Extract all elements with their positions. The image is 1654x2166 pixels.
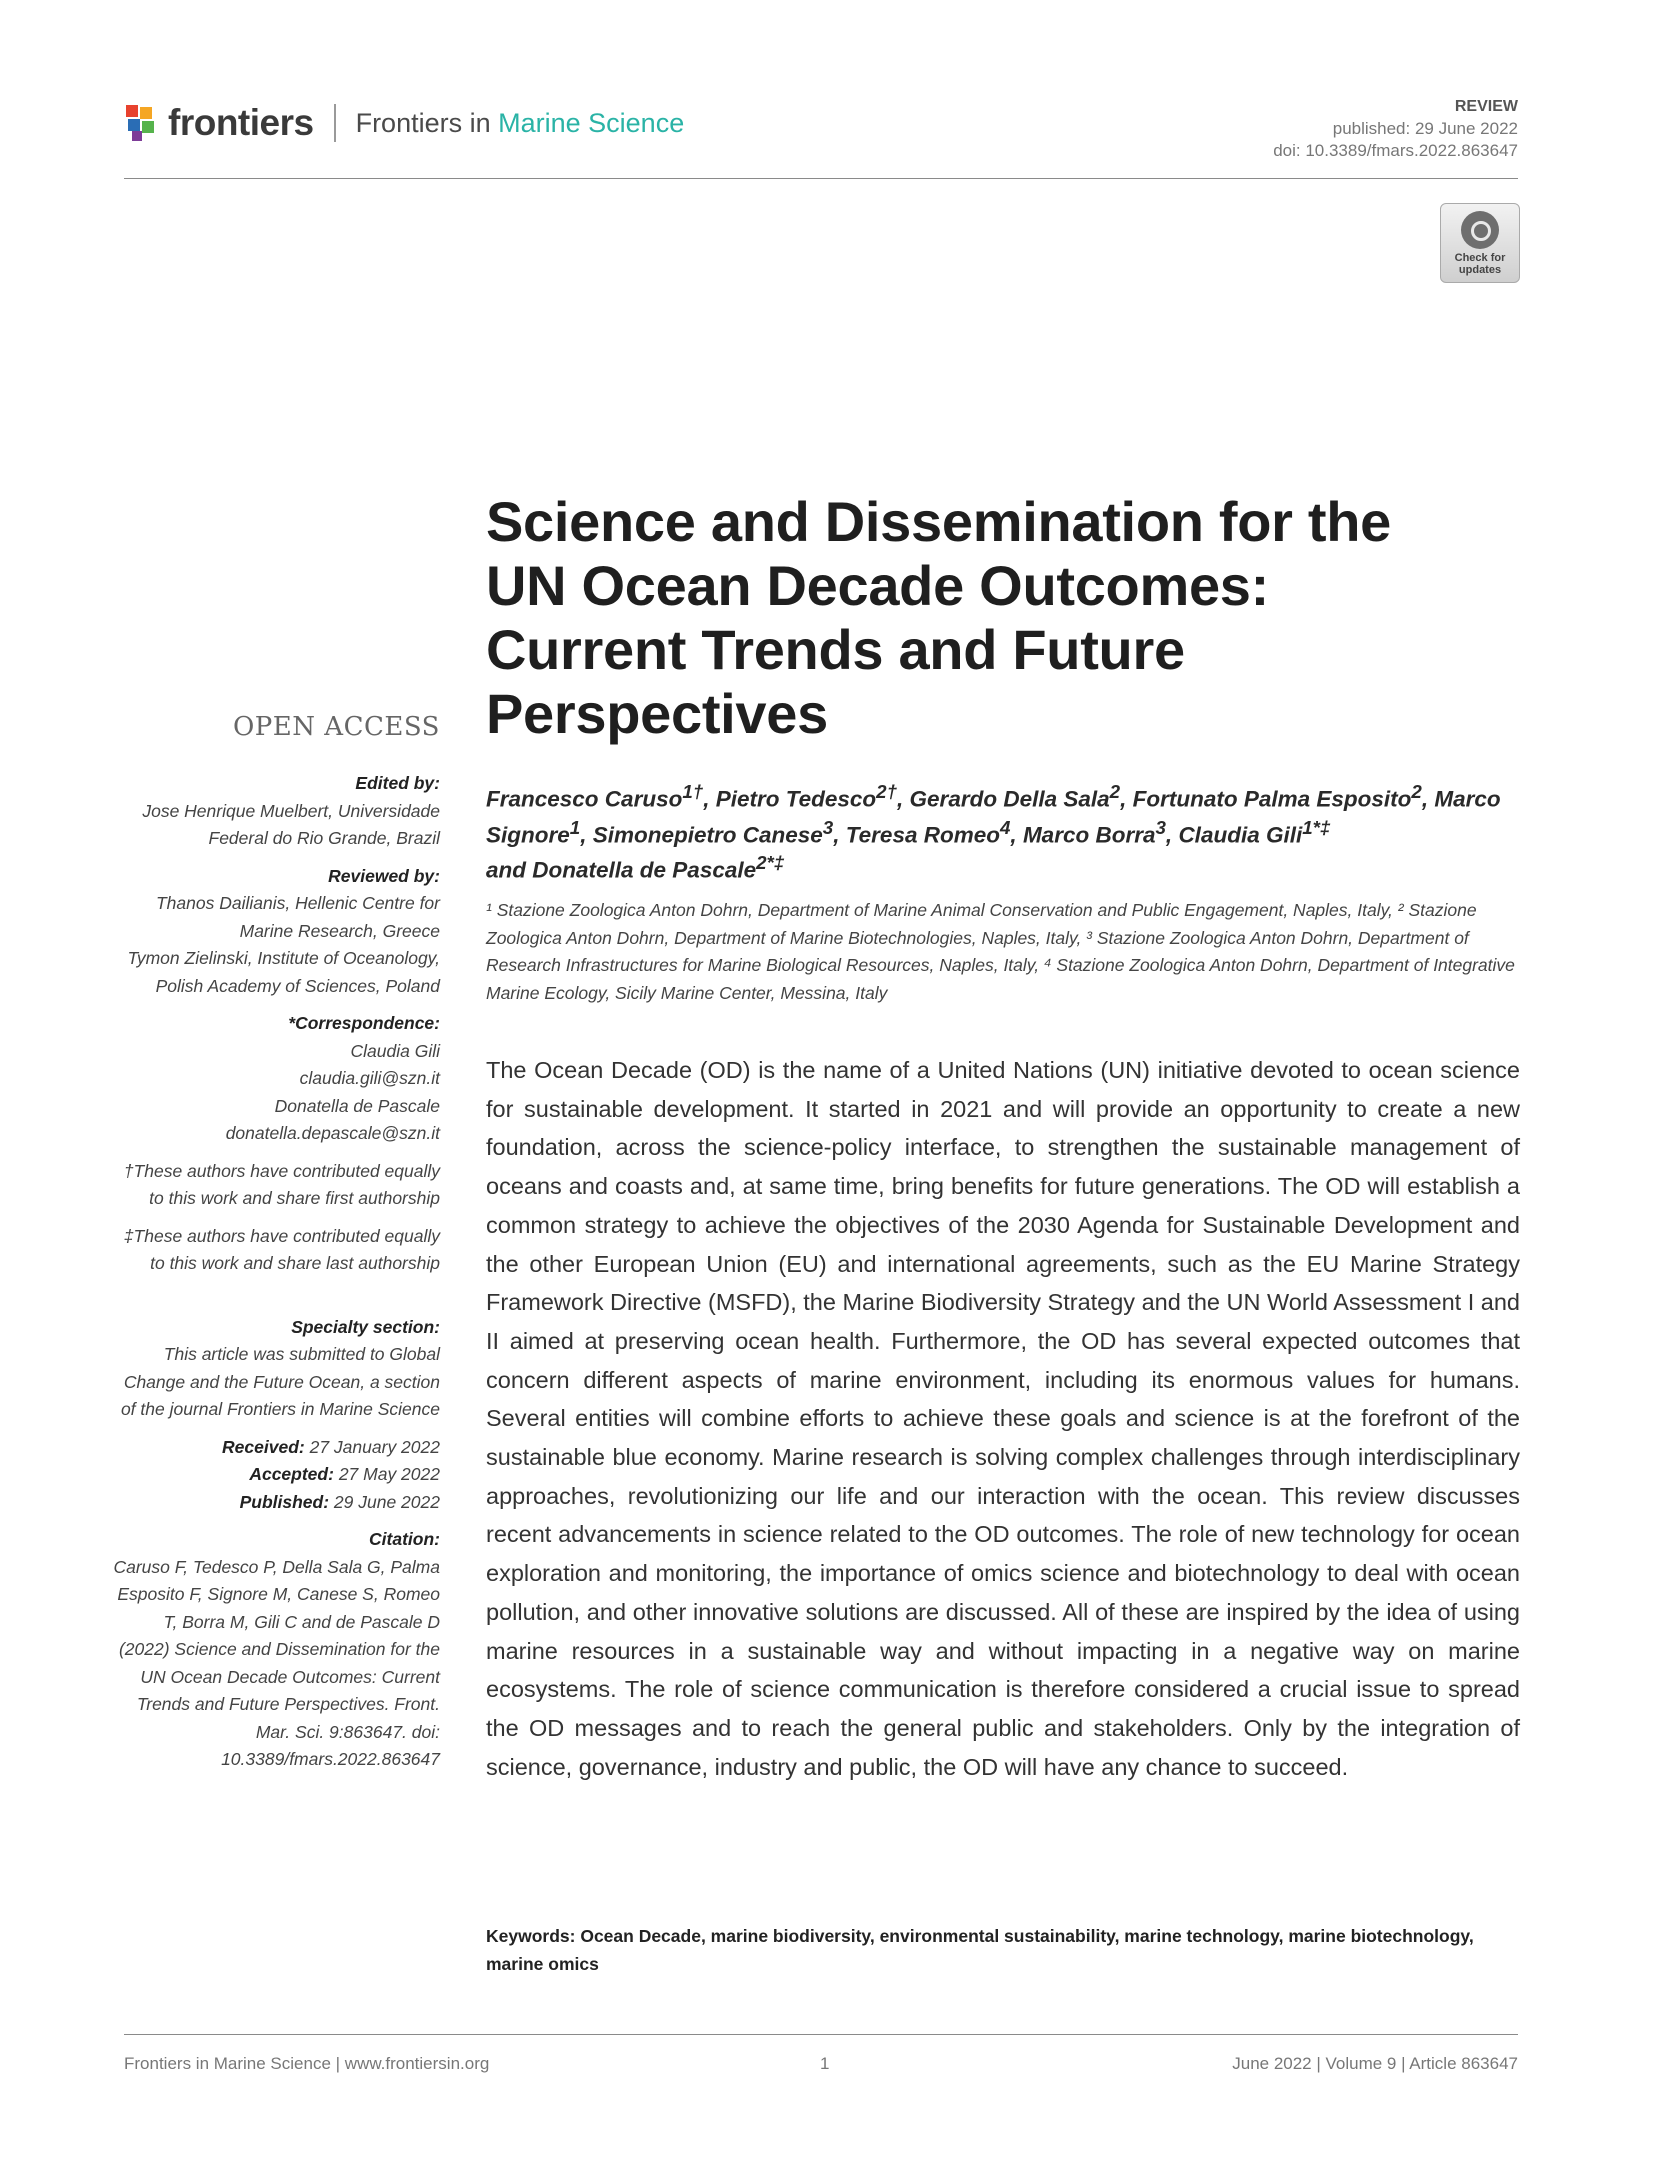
author[interactable]: Pietro Tedesco — [715, 786, 877, 812]
article-type: REVIEW — [1454, 98, 1518, 115]
received-label: Received: — [222, 1436, 305, 1457]
edited-by-block — [110, 770, 440, 853]
header-rule — [124, 178, 1518, 179]
author-sup: 4 — [999, 816, 1011, 838]
corr-name: Donatella de Pascale — [274, 1095, 440, 1116]
citation-heading: Citation: — [369, 1529, 440, 1549]
author[interactable]: Gerardo Della Sala — [909, 786, 1110, 812]
author[interactable]: Marco Signore — [486, 786, 1501, 847]
published-date-sidebar: 29 June 2022 — [333, 1491, 440, 1512]
journal-name[interactable] — [356, 108, 685, 139]
accepted-line — [110, 1461, 440, 1489]
author-sup: 1† — [682, 781, 704, 802]
correspondence-heading: *Correspondence: — [288, 1013, 440, 1033]
corr-email[interactable]: claudia.gili@szn.it — [299, 1068, 440, 1088]
received-line — [110, 1434, 440, 1462]
author-sup: 1*‡ — [1302, 816, 1331, 838]
corr-email[interactable]: donatella.depascale@szn.it — [225, 1123, 440, 1143]
author[interactable]: Donatella de Pascale — [532, 857, 757, 883]
abstract: The Ocean Decade (OD) is the name of a United Nations (UN) initiative devoted to ocean science for sustainable development. It started in 2021 and will provide an opportunity to create a new foundation, across the science-policy interface, to strengthen the sustainable management of oceans and coasts and, at same time, bring benefits for future generations. The OD will establish a common strategy to achieve the objectives of the 2030 Agenda for Sustainable Development and the other European Union (EU) and international agreements, such as the EU Marine Strategy Framework Directive (MSFD), the Marine Biodiversity Strategy and the UN World Assessment I and II aimed at preserving ocean health. Furthermore, the OD has several expected outcomes that concern different aspects of marine environment, including its enormous values for humans. Several entities will combine efforts to achieve these goals and science is at the forefront of the sustainable blue economy. Marine research is solving complex challenges through interdisciplinary approaches, revolutionizing our life and our interaction with the ocean. This review discusses recent advancements in science related to the OD outcomes. The role of new technology for ocean exploration and monitoring, the importance of omics science and biotechnology to deal with ocean pollution, and other innovative solutions are discussed. All of these are inspired by the idea of using marine resources in a sustainable way and without impacting in a negative way on marine ecosystems. The role of science communication is therefore considered a crucial issue to spread the OD messages and to reach the general public and stakeholders. Only by the integration of science, governance, industry and public, the OD will have any chance to succeed. — [486, 1057, 1520, 1780]
author-sup: 2 — [1411, 781, 1422, 802]
reviewer: Tymon Zielinski, Institute of Oceanology, Polish Academy of Sciences, Poland — [127, 948, 440, 996]
affiliations: ¹ Stazione Zoologica Anton Dohrn, Department of Marine Animal Conservation and Public Engagement, Naples, Italy, ² Stazione Zoologica Anton Dohrn, Department of Marine Biotechnologies, Naples, Italy, ³ Stazione Zoologica Anton Dohrn, Department of Research Infrastructures for Marine Biological Resources, Naples, Italy, ⁴ Stazione Zoologica Anton Dohrn, Department of Integrative Marine Ecology, Sicily Marine Center, Messina, Italy — [486, 900, 1515, 1003]
specialty-text: This article was submitted to Global Change and the Future Ocean, a section of the journal Frontiers in Marine Science — [120, 1344, 440, 1419]
specialty-heading: Specialty section: — [291, 1316, 440, 1337]
published-line — [110, 1489, 440, 1517]
accepted-date: 27 May 2022 — [338, 1464, 440, 1484]
footer-issue: June 2022 | Volume 9 | Article 863647 — [1232, 2054, 1518, 2073]
edited-by-heading: Edited by: — [355, 773, 440, 793]
journal-highlight: Marine Science — [498, 107, 685, 138]
published-label: Published: — [239, 1491, 330, 1512]
author-sup: 2† — [876, 781, 898, 802]
author-sup: 3 — [822, 816, 834, 838]
dagger-note: †These authors have contributed equally to this work and share first authorship — [123, 1160, 440, 1208]
open-access-label: OPEN ACCESS — [232, 712, 440, 742]
logo-separator — [334, 104, 336, 142]
reviewed-by-block — [110, 863, 440, 1001]
frontiers-wordmark: frontiers — [168, 102, 314, 143]
author[interactable]: Marco Borra — [1022, 822, 1156, 847]
check-updates-label: Check for updates — [1454, 252, 1506, 276]
double-dagger-note: ‡These authors have contributed equally to this work and share last authorship — [123, 1225, 440, 1273]
author[interactable]: Teresa Romeo — [845, 822, 1000, 847]
footer-rule — [124, 2034, 1518, 2035]
author-sup: 1 — [569, 816, 581, 838]
author-list: Francesco Caruso$^{1\dagger}$, Pietro Tedesco$^{2\dagger}$, Gerardo Della Sala$^2$, Fortunato Palma Esposito$^2$, Marco Signore$^1$, Simonepietro Canese$^3$, Teresa Romeo$^4$, Marco Borra$^3$, Claudia Gili$^{1*\ddagger}$ and Donatella de Pascale$^{2*\ddagger}$ — [486, 781, 1501, 883]
author[interactable]: Simonepietro Canese — [592, 822, 823, 847]
author[interactable]: Claudia Gili — [1178, 822, 1303, 847]
reviewed-by-heading: Reviewed by: — [328, 865, 440, 886]
editor: Jose Henrique Muelbert, Universidade Federal do Rio Grande, Brazil — [142, 800, 440, 848]
author[interactable]: Fortunato Palma Esposito — [1132, 786, 1412, 812]
received-date: 27 January 2022 — [309, 1436, 440, 1457]
author[interactable]: Francesco Caruso — [486, 786, 683, 812]
published-date: published: 29 June 2022 — [1332, 119, 1518, 138]
page-number: 1 — [820, 2054, 830, 2073]
footer-journal[interactable]: Frontiers in Marine Science | www.frontiersin.org — [124, 2054, 490, 2073]
dates-block — [110, 1434, 440, 1517]
author-and: and — [486, 857, 533, 883]
citation-block — [110, 1526, 440, 1774]
author-sup: 2 — [1109, 781, 1121, 802]
journal-prefix: Frontiers in — [355, 107, 499, 138]
keywords: Keywords: Ocean Decade, marine biodiversity, environmental sustainability, marine technology, marine biotechnology, marine omics — [486, 1926, 1474, 1974]
citation-text: Caruso F, Tedesco P, Della Sala G, Palma Esposito F, Signore M, Canese S, Romeo T, Borra M, Gili C and de Pascale D (2022) Science and Dissemination for the UN Ocean Decade Outcomes: Current Trends and Future Perspectives. Front. Mar. Sci. 9:863647. doi: 10.3389/fmars.2022.863647 — [113, 1556, 440, 1769]
check-for-updates-button[interactable] — [1440, 203, 1520, 283]
article-title: Science and Dissemination for the UN Ocean Decade Outcomes: Current Trends and Future Perspectives — [486, 490, 1391, 745]
specialty-block — [110, 1314, 440, 1424]
frontiers-logo[interactable] — [124, 98, 684, 148]
doi[interactable]: doi: 10.3389/fmars.2022.863647 — [1273, 141, 1518, 160]
sidebar — [110, 770, 440, 1784]
correspondence-block — [110, 1010, 440, 1148]
accepted-label: Accepted: — [249, 1464, 334, 1484]
article-meta — [1273, 96, 1518, 162]
check-updates-icon — [1461, 211, 1499, 249]
corr-name: Claudia Gili — [350, 1040, 440, 1061]
author-sup: 3 — [1155, 816, 1166, 838]
author-sup: 2*‡ — [756, 852, 785, 873]
frontiers-logo-icon — [124, 103, 160, 143]
reviewer: Thanos Dailianis, Hellenic Centre for Marine Research, Greece — [155, 893, 440, 941]
